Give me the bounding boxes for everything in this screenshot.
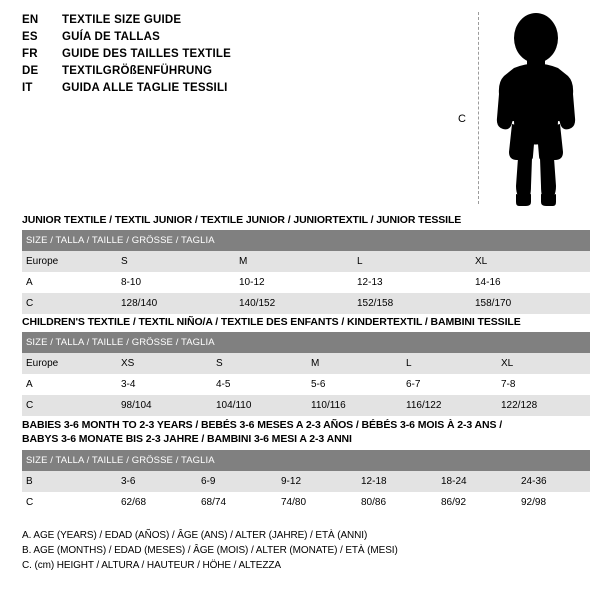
cell: 12-18 bbox=[357, 471, 437, 492]
table-children bbox=[22, 332, 590, 416]
toddler-silhouette-icon bbox=[484, 12, 588, 208]
cell: S bbox=[212, 353, 307, 374]
language-list bbox=[22, 14, 442, 99]
section-junior bbox=[16, 214, 588, 314]
cell: 92/98 bbox=[517, 492, 590, 513]
language-code: FR bbox=[22, 48, 38, 60]
cell: XS bbox=[117, 353, 212, 374]
cell: 6-9 bbox=[197, 471, 277, 492]
table-row bbox=[22, 374, 590, 395]
section-title-children: CHILDREN'S TEXTILE / TEXTIL NIÑO/A / TEXTILE DES ENFANTS / KINDERTEXTIL / BAMBINI TESSILE bbox=[22, 316, 521, 328]
language-row bbox=[22, 31, 442, 48]
section-title-babies bbox=[22, 418, 588, 446]
table-header-label: SIZE / TALLA / TAILLE / GRÖSSE / TAGLIA bbox=[22, 230, 590, 251]
cell: 6-7 bbox=[402, 374, 497, 395]
cell: 9-12 bbox=[277, 471, 357, 492]
language-code: ES bbox=[22, 31, 38, 43]
legend-line-c: C. (cm) HEIGHT / ALTURA / HAUTEUR / HÖHE / ALTEZZA bbox=[22, 560, 281, 571]
legend-line-a: A. AGE (YEARS) / EDAD (AÑOS) / ÂGE (ANS) / ALTER (JAHRE) / ETÀ (ANNI) bbox=[22, 530, 368, 541]
row-label: C bbox=[22, 293, 117, 314]
cell: 7-8 bbox=[497, 374, 590, 395]
table-row bbox=[22, 492, 590, 513]
cell: 4-5 bbox=[212, 374, 307, 395]
cell: 86/92 bbox=[437, 492, 517, 513]
cell: L bbox=[402, 353, 497, 374]
cell: 8-10 bbox=[117, 272, 235, 293]
table-header-label: SIZE / TALLA / TAILLE / GRÖSSE / TAGLIA bbox=[22, 450, 590, 471]
language-text: GUIDE DES TAILLES TEXTILE bbox=[62, 48, 231, 60]
section-title-junior: JUNIOR TEXTILE / TEXTIL JUNIOR / TEXTILE JUNIOR / JUNIORTEXTIL / JUNIOR TESSILE bbox=[22, 214, 462, 226]
row-label: A bbox=[22, 272, 117, 293]
cell: 10-12 bbox=[235, 272, 353, 293]
language-text: TEXTILGRÖßENFÜHRUNG bbox=[62, 65, 213, 77]
table-header-label: SIZE / TALLA / TAILLE / GRÖSSE / TAGLIA bbox=[22, 332, 590, 353]
language-text: GUÍA DE TALLAS bbox=[62, 31, 160, 43]
section-title-babies-line2: BABYS 3-6 MONATE BIS 2-3 JAHRE / BAMBINI 3-6 MESI A 2-3 ANNI bbox=[22, 433, 352, 445]
cell: L bbox=[353, 251, 471, 272]
cell: 110/116 bbox=[307, 395, 402, 416]
language-text: TEXTILE SIZE GUIDE bbox=[62, 14, 182, 26]
cell: 158/170 bbox=[471, 293, 590, 314]
figure-area bbox=[448, 8, 588, 208]
cell: 12-13 bbox=[353, 272, 471, 293]
table-header-row bbox=[22, 450, 590, 471]
cell: M bbox=[235, 251, 353, 272]
section-babies bbox=[16, 418, 588, 513]
row-label: Europe bbox=[22, 251, 117, 272]
cell: 14-16 bbox=[471, 272, 590, 293]
table-junior bbox=[22, 230, 590, 314]
table-row bbox=[22, 353, 590, 374]
cell: 24-36 bbox=[517, 471, 590, 492]
table-header-row bbox=[22, 230, 590, 251]
cell: 122/128 bbox=[497, 395, 590, 416]
cell: 152/158 bbox=[353, 293, 471, 314]
cell: M bbox=[307, 353, 402, 374]
language-code: DE bbox=[22, 65, 39, 77]
height-measure-line bbox=[478, 12, 479, 204]
cell: 128/140 bbox=[117, 293, 235, 314]
row-label: C bbox=[22, 492, 117, 513]
language-code: EN bbox=[22, 14, 39, 26]
cell: 5-6 bbox=[307, 374, 402, 395]
table-row bbox=[22, 395, 590, 416]
table-row bbox=[22, 471, 590, 492]
language-text: GUIDA ALLE TAGLIE TESSILI bbox=[62, 82, 228, 94]
cell: 80/86 bbox=[357, 492, 437, 513]
cell: 62/68 bbox=[117, 492, 197, 513]
legend-line-b: B. AGE (MONTHS) / EDAD (MESES) / ÂGE (MOIS) / ALTER (MONATE) / ETÀ (MESI) bbox=[22, 545, 398, 556]
language-row bbox=[22, 65, 442, 82]
table-row bbox=[22, 272, 590, 293]
measure-label-c: C bbox=[458, 113, 466, 125]
section-title-babies-line1: BABIES 3-6 MONTH TO 2-3 YEARS / BEBÉS 3-6 MESES A 2-3 AÑOS / BÉBÉS 3-6 MOIS À 2-3 ANS / bbox=[22, 419, 503, 431]
table-row bbox=[22, 251, 590, 272]
cell: XL bbox=[471, 251, 590, 272]
cell: 116/122 bbox=[402, 395, 497, 416]
cell: 3-4 bbox=[117, 374, 212, 395]
cell: 68/74 bbox=[197, 492, 277, 513]
section-children bbox=[16, 316, 588, 416]
row-label: B bbox=[22, 471, 117, 492]
cell: S bbox=[117, 251, 235, 272]
language-code: IT bbox=[22, 82, 33, 94]
language-row bbox=[22, 14, 442, 31]
cell: 104/110 bbox=[212, 395, 307, 416]
language-row bbox=[22, 82, 442, 99]
cell: 98/104 bbox=[117, 395, 212, 416]
language-row bbox=[22, 48, 442, 65]
legend bbox=[22, 528, 594, 573]
row-label: Europe bbox=[22, 353, 117, 374]
row-label: A bbox=[22, 374, 117, 395]
row-label: C bbox=[22, 395, 117, 416]
cell: 3-6 bbox=[117, 471, 197, 492]
cell: 140/152 bbox=[235, 293, 353, 314]
cell: 18-24 bbox=[437, 471, 517, 492]
table-row bbox=[22, 293, 590, 314]
table-header-row bbox=[22, 332, 590, 353]
cell: XL bbox=[497, 353, 590, 374]
table-babies bbox=[22, 450, 590, 513]
cell: 74/80 bbox=[277, 492, 357, 513]
